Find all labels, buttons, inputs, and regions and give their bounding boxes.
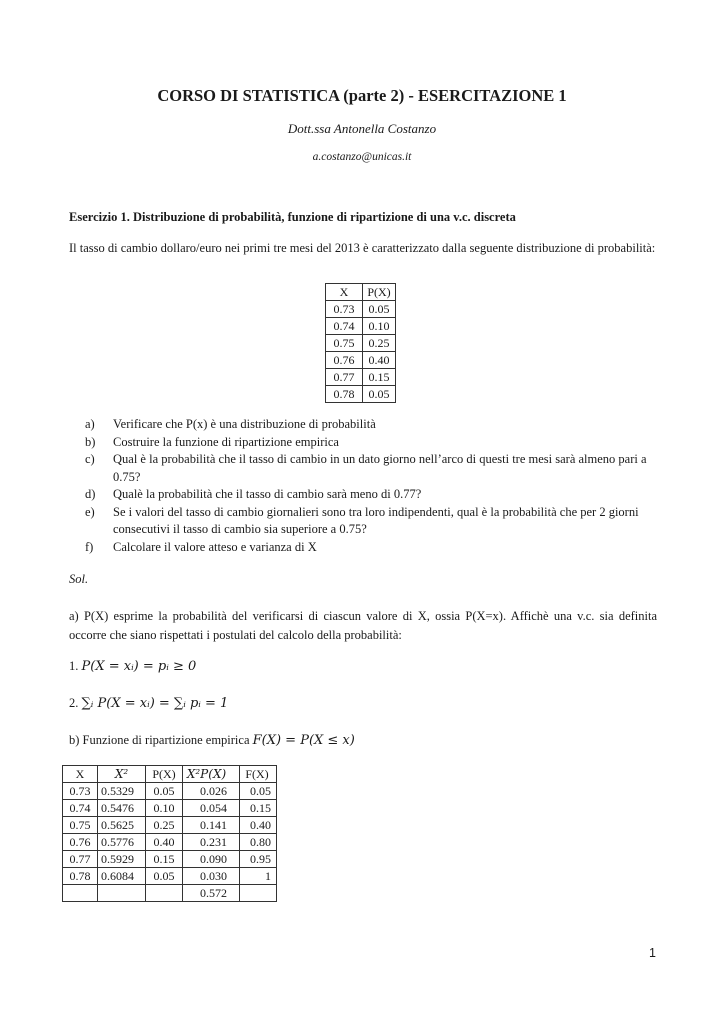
table-row-cell: 0.15 — [240, 800, 277, 817]
question-text: Se i valori del tasso di cambio giornalieri sono tra loro indipendenti, qual è la probabilità che per 2 giorni consecutivi il tasso di cambio sia superiore a 0.75? — [113, 504, 639, 536]
table-row-cell: 0.15 — [363, 369, 396, 386]
table-row-cell: 0.05 — [146, 783, 183, 800]
table-row — [63, 834, 277, 851]
question-list — [85, 416, 657, 556]
table-row-cell: 0.77 — [63, 851, 98, 868]
table-header-row — [63, 766, 277, 783]
table-row — [326, 335, 396, 352]
table-row-cell: 0.141 — [183, 817, 240, 834]
question-item — [85, 504, 657, 539]
table-row-cell: 0.73 — [326, 301, 363, 318]
postulate-1-formula: P(X = xᵢ) = pᵢ ≥ 0 — [81, 659, 197, 674]
table-row-cell — [240, 885, 277, 902]
table-row-cell: 0.030 — [183, 868, 240, 885]
table-header-row-cell: X² — [98, 766, 146, 783]
author-name: Dott.ssa Antonella Costanzo — [287, 121, 437, 136]
table-row-cell: 0.78 — [63, 868, 98, 885]
page-number: 1 — [649, 946, 656, 960]
table-row — [63, 800, 277, 817]
table-row-cell: 0.74 — [63, 800, 98, 817]
document-title: CORSO DI STATISTICA (parte 2) - ESERCITAZIONE 1 — [157, 86, 567, 105]
table-row-cell: 0.25 — [146, 817, 183, 834]
table-row-cell: 0.40 — [363, 352, 396, 369]
table-row-cell: 0.78 — [326, 386, 363, 403]
table-row-cell: 0.572 — [183, 885, 240, 902]
postulate-1 — [69, 659, 196, 674]
question-text: Verificare che P(x) è una distribuzione di probabilità — [113, 417, 376, 431]
table-row — [63, 868, 277, 885]
table-row-cell: 0.75 — [63, 817, 98, 834]
question-item — [85, 416, 657, 434]
solution-a-text: a) P(X) esprime la probabilità del verificarsi di ciascun valore di X, ossia P(X=x). Affichè una v.c. sia definita occorre che siano rispettati i postulati del calcolo della probabilità: — [69, 609, 657, 642]
table-header-row-cell: X²P(X) — [183, 766, 240, 783]
table-row-cell: 0.75 — [326, 335, 363, 352]
question-item — [85, 434, 657, 452]
table-row-cell: 0.5476 — [98, 800, 146, 817]
table-row-cell: 0.05 — [146, 868, 183, 885]
table-row-cell: 0.05 — [363, 301, 396, 318]
table-row-cell: 0.74 — [326, 318, 363, 335]
table-header-row-cell: P(X) — [363, 284, 396, 301]
question-text: Qual è la probabilità che il tasso di cambio in un dato giorno nell’arco di questi tre mesi sarà almeno pari a 0.75? — [113, 452, 647, 484]
question-text: Costruire la funzione di ripartizione empirica — [113, 434, 339, 449]
question-text: Calcolare il valore atteso e varianza di X — [113, 539, 317, 554]
table-row-cell: 0.05 — [240, 783, 277, 800]
question-text: Qualè la probabilità che il tasso di cambio sarà meno di 0.77? — [113, 487, 422, 501]
table-row-cell: 0.40 — [240, 817, 277, 834]
table-row-cell: 0.25 — [363, 335, 396, 352]
table-row-cell — [63, 885, 98, 902]
table-row — [326, 369, 396, 386]
table-row-cell: 0.6084 — [98, 868, 146, 885]
table-row-cell: 0.95 — [240, 851, 277, 868]
table-header-row-cell: P(X) — [146, 766, 183, 783]
table-row — [326, 386, 396, 403]
table-row-cell: 0.40 — [146, 834, 183, 851]
table-row — [63, 851, 277, 868]
table-row-cell: 0.231 — [183, 834, 240, 851]
table-row-cell: 0.5329 — [98, 783, 146, 800]
probability-table — [325, 283, 396, 403]
table-row — [63, 783, 277, 800]
table-row-cell: 0.15 — [146, 851, 183, 868]
table-row-cell: 0.090 — [183, 851, 240, 868]
table-row-cell: 0.5776 — [98, 834, 146, 851]
table-header-row — [326, 284, 396, 301]
question-label: f) — [85, 539, 94, 554]
table-row-cell: 0.026 — [183, 783, 240, 800]
table-row-cell: 1 — [240, 868, 277, 885]
table-row-cell: 0.76 — [63, 834, 98, 851]
postulate-2-formula: ∑ᵢ P(X = xᵢ) = ∑ᵢ pᵢ = 1 — [81, 696, 229, 711]
question-item — [85, 451, 657, 486]
table-row-cell — [98, 885, 146, 902]
exercise-title: Esercizio 1. Distribuzione di probabilità, funzione di ripartizione di una v.c. discreta — [69, 210, 516, 224]
solution-b-formula: F(X) = P(X ≤ x) — [252, 733, 355, 748]
question-label: a) — [85, 417, 95, 431]
question-label: b) — [85, 434, 96, 449]
solution-label: Sol. — [69, 572, 89, 586]
postulate-2 — [69, 696, 228, 711]
table-row-cell: 0.5929 — [98, 851, 146, 868]
table-row-cell: 0.10 — [363, 318, 396, 335]
question-item — [85, 486, 657, 504]
postulate-1-number: 1. — [69, 659, 79, 673]
solution-b — [69, 733, 355, 748]
table-row-cell: 0.77 — [326, 369, 363, 386]
question-item — [85, 539, 657, 557]
table-row-cell: 0.10 — [146, 800, 183, 817]
table-row — [326, 352, 396, 369]
question-label: e) — [85, 504, 95, 519]
table-row-cell: 0.05 — [363, 386, 396, 403]
table-row — [63, 817, 277, 834]
question-label: d) — [85, 487, 96, 501]
table-header-row-cell: X — [326, 284, 363, 301]
question-label: c) — [85, 452, 95, 466]
table-row — [63, 885, 277, 902]
table-row-cell: 0.054 — [183, 800, 240, 817]
table-row-cell: 0.5625 — [98, 817, 146, 834]
table-row-cell — [146, 885, 183, 902]
author-email: a.costanzo@unicas.it — [312, 151, 412, 163]
cumulative-distribution-table — [62, 765, 277, 902]
table-row-cell: 0.76 — [326, 352, 363, 369]
table-row-cell: 0.73 — [63, 783, 98, 800]
solution-b-text: b) Funzione di ripartizione empirica — [69, 733, 250, 747]
table-row — [326, 318, 396, 335]
table-row-cell: 0.80 — [240, 834, 277, 851]
table-header-row-cell: F(X) — [240, 766, 277, 783]
exercise-intro: Il tasso di cambio dollaro/euro nei primi tre mesi del 2013 è caratterizzato dalla seguente distribuzione di probabilità: — [69, 241, 656, 255]
table-header-row-cell: X — [63, 766, 98, 783]
table-row — [326, 301, 396, 318]
postulate-2-number: 2. — [69, 696, 79, 710]
